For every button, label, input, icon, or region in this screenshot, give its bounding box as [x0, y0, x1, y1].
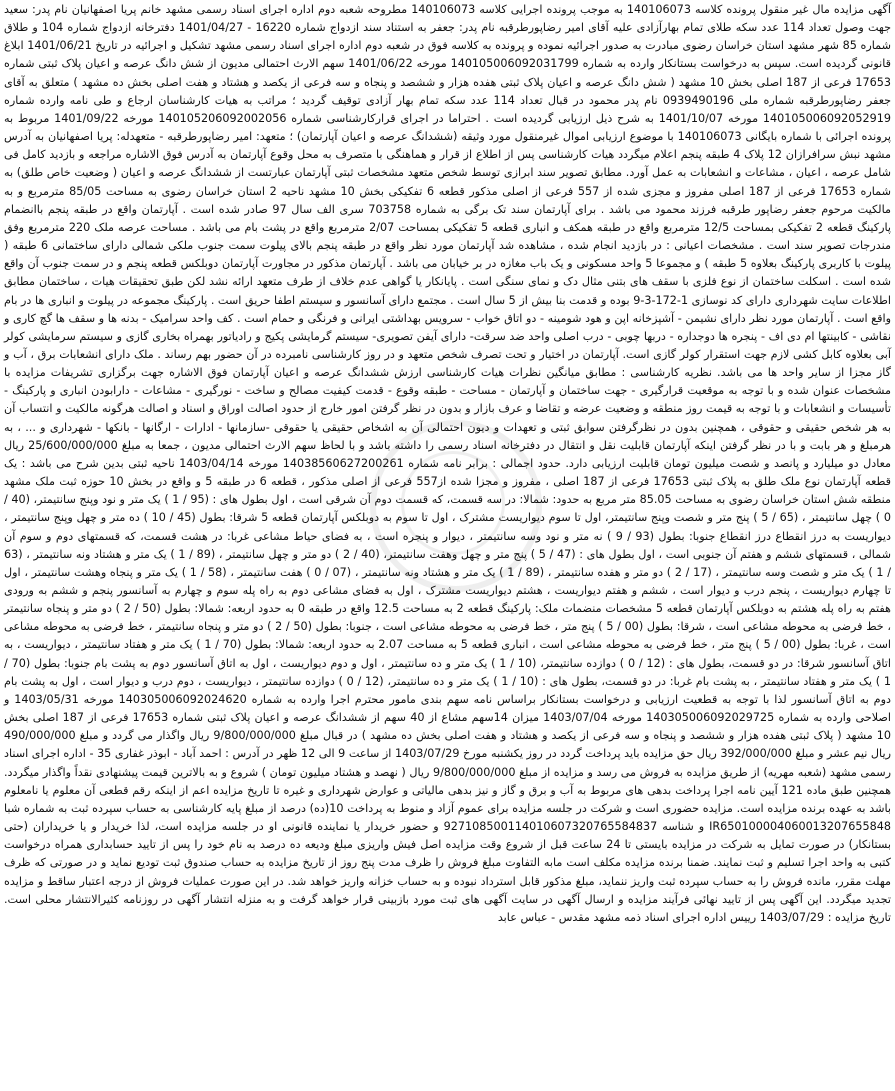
auction-notice-body: آگهی مزایده مال غیر منقول پرونده کلاسه 140106073 به موجب پرونده اجرایی کلاسه 140106073 مطروحه شعبه دوم اداره اجرای اسناد رسمی مشهد خانم پریا اصفهانیان نام پدر: سعید جهت وصول تعداد 114 عدد سکه طلای تمام بهارآزادی علیه آقای امیر رضاپورطرقبه نام پدر: جعفر به استناد سند ازدواج شماره 16220 - 1401/04/27 دفترخانه ازدواج شماره 104 و طلاق شماره 85 شهر مشهد استان خراسان رضوی مبادرت به صدور اجرائیه نموده و پرونده به کلاسه فوق در شعبه دوم اداره اجرای اسناد رسمی مشهد تشکیل و اجرائیه در تاریخ 1401/06/21 ابلاغ قانونی گردیده است. سپس به درخواست بستانکار وارده به شماره 140105006092031799 مورخه 1401/06/22 سهم الارث احتمالی مدیون از شش دانگ عرصه و اعیان پلاک ثبتی شماره 17653 فرعی از 187 اصلی بخش 10 مشهد ( شش دانگ عرصه و اعیان پلاک ثبتی هفده هزار و ششصد و پنجاه و سه فرعی از یکصد و هشتاد و هفت اصلی بخش ده مشهد ) متعلق به آقای جعفر رضاپورطرقبه شماره ملی 0939490196 نام پدر محمود در قبال تعداد 114 عدد سکه تمام بهار آزادی توقیف گردید ؛ مراتب به هیات کارشناسان ارجاع و طی نامه وارده شماره 140105006092052919 مورخه 1401/10/07 به شرح ذیل ارزیابی گردیده است . احتراما در اجرای قرارکارشناسی شماره 140105206092002056 مورخه 1401/09/22 مربوط به پرونده اجرائی با شماره بایگانی 140106073 با موضوع ارزیابی اموال غیرمنقول مورد وثیقه (ششدانگ عرصه و اعیان آپارتمان) ؛ متعهد: امیر رضاپورطرقبه - متعهدله: پریا اصفهانیان به آدرس مشهد نبش سرافرازان 12 پلاک 4 طبقه پنجم اعلام میگردد هیات کارشناسی پس از اطلاع از قرار و هماهنگی با متصرف به محل وقوع آپارتمان به آدرس فوق الاشاره مراجعه و بازدید کامل فی شامل عرصه ، اعیان ، مشاعات و انشعابات به عمل آورد. مطابق تصویر سند ابرازی توسط شخص متعهد مشخصات ثبتی آپارتمان عبارتست از ششدانگ عرصه و اعیان ( وضعیت خاص طلق) به شماره 17653 فرعی از 187 اصلی مفروز و مجزی شده از 557 فرعی از اصلی مذکور قطعه 6 تفکیکی بخش 10 مشهد ناحیه 2 استان خراسان رضوی به مساحت 85/05 مترمربع و به مالکیت مرحوم جعفر رضاپور طرقبه فرزند محمود می باشد . برای آپارتمان سند تک برگی به شماره 703758 سری الف سال 97 صادر شده است . آپارتمان واقع در طبقه پنجم باانضمام پارکینگ قطعه 2 تفکیکی بمساحت 12/5 مترمربع واقع در طبقه همکف و انباری قطعه 5 تفکیکی بمساحت 2/07 مترمربع واقع در پشت بام می باشد . مساحت عرصه ملک 220 مترمربع وفق مندرجات تصویر سند است . مشخصات اعیانی : در بازدید انجام شده ، مشاهده شد آپارتمان مورد نظر واقع در طبقه پنجم بالای پیلوت سمت جنوب ملکی شمالی دارای ساختمانی 6 طبقه ( پیلوت با کاربری پارکینگ بعلاوه 5 طبقه ) و مجموعا 5 واحد مسکونی و یک باب مغازه در بر خیابان می باشد . آپارتمان مذکور در مجاورت آپارتمان دوبلکس قطعه پنجم و در سمت جنوب آن واقع شده است . اسکلت ساختمان از نوع فلزی با سقف های بتنی مثال دک و نمای سنگی است . پایانکار یا گواهی عدم خلاف از طرف متعهد ارائه نشد لکن طبق تحقیقات هیات ، ساختمان مطابق اطلاعات سایت شهرداری دارای کد نوسازی 1-172-3-9 بوده و قدمت بنا بیش از 5 سال است . مجتمع دارای آسانسور و سیستم اطفا حریق است . پارکینگ مجموعه در پیلوت و انباری ها در بام واقع است . آپارتمان مورد نظر دارای نشیمن - آشپزخانه اپن و هود شومینه - دو اتاق خواب - سرویس بهداشتی ایرانی و فرنگی و حمام است . کف واحد سرامیک - بدنه ها و سقف ها گچ کاری و نقاشی - کابینتها ام دی اف - پنجره ها دوجداره - دربها چوبی - درب اصلی واحد ضد سرقت- دارای آیفن تصویری- سیستم گرمایشی پکیج و رادیاتور بهمراه بخاری گازی و سیستم سرمایشی کولر آبی بعلاوه کابل کشی لازم جهت استقرار کولر گازی است. آپارتمان در اختیار و تحت تصرف شخص متعهد و در روز کارشناسی نامبرده در آن حضور بهم رساند . ملک دارای انشعابات برق ، آب و گاز مجزا از سایر واحد ها می باشد. نظریه کارشناسی : مطابق میانگین نظرات هیات کارشناسی ارزش ششدانگ عرصه و اعیان آپارتمان فوق الاشاره جهت برگزاری تشریفات مزایده با مشخصات عنوان شده و با توجه به موقعیت قرارگیری - جهت ساختمان و آپارتمان - مساحت - طبقه وقوع - قدمت کیفیت مصالح و ساخت - نورگیری - مشاعات - دارابودن انباری و پارکینگ - تأسیسات و انشعابات و با توجه به قیمت روز منطقه و وضعیت عرضه و تقاضا و عرف بازار و بدون در نظر گرفتن امور خارج از حدود اصالت اوراق و اسناد و اصالت هرگونه مالکیت و انتساب آن به هر شخص حقیقی و حقوقی ، همچنین بدون در نظرگرفتن سوابق ثبتی و تعهدات و دیون احتمالی آن به اشخاص حقیقی یا حقوقی -سازمانها - ادارات - ارگانها - بانکها - شهرداری و ... ، به هرمبلغ و هر بابت و با در نظر گرفتن اینکه آپارتمان قابلیت نقل و انتقال در دفترخانه اسناد رسمی را داشته باشد و با لحاظ سهم الارث احتمالی مدیون ، جمعا به مبلغ 25/600/000/000 ریال معادل دو میلیارد و پانصد و شصت میلیون تومان قابلیت ارزیابی دارد. حدود اجمالی : برابر نامه شماره 14038560627200261 مورخه 1403/04/14 ناحیه ثبتی بدین شرح می باشد : یک قطعه آپارتمان نوع ملک طلق به پلاک ثبتی 17653 فرعی از 187 اصلی ، مفروز و مجزا شده از557 فرعی از اصلی مذکور ، قطعه 6 در طبقه 5 و واقع در بخش 10 حوزه ثبت ملک مشهد منطقه شش استان خراسان رضوی به مساحت 85.05 متر مربع به حدود: شمالا: در سه قسمت، که قسمت دوم آن شرقی است ، اول بطول های : (95 / 1 ) یک متر و نود وپنج سانتیمتر، (40 / 0 ) چهل سانتیمتر ، (65 / 5 ) پنج متر و شصت وپنج سانتیمتر، اول تا سوم دیواریست مشترک ، اول تا سوم به دوبلکس آپارتمان قطعه 5 شرقا: بطول (45 / 10 ) ده متر و چهل وپنج سانتیمتر ، دیواریست به درز انقطاع درز انقطاع جنوبا: بطول (93 / 9 ) نه متر و نود وسه سانتیمتر ، دیوار و پنجره است ، به فضای حیاط مشاعی غربا: در هشت قسمت، که قسمتهای دوم و سوم آن شمالی ، قسمتهای ششم و هفتم آن جنوبی است ، اول بطول های : (47 / 5 ) پنج متر و چهل وهفت سانتیمتر، (40 / 2 ) دو متر و چهل سانتیمتر ، (89 / 1 ) یک متر و هشتاد ونه سانتیمتر ، (63 / 1 ) یک متر و شصت وسه سانتیمتر ، (17 / 2 ) دو متر و هفده سانتیمتر ، (89 / 1 ) یک متر و هشتاد ونه سانتیمتر ، (07 / 0 ) هفت سانتیمتر ، (58 / 1 ) یک متر و پنجاه وهشت سانتیمتر ، اول تا چهارم دیواریست ، پنجم درب و دیوار است ، ششم و هفتم دیواریست ، هشتم دیواریست مشترک ، اول به فضای مشاعی دوم به راه پله سوم و چهارم به آسانسور پنجم و ششم به ورودی هفتم به راه پله هشتم به دوبلکس آپارتمان قطعه 5 مشخصات منضمات ملک: پارکینگ قطعه 2 به مساحت 12.5 واقع در طبقه 0 به حدود اربعه: شمالا: بطول (50 / 2 ) دو متر و پنجاه سانتیمتر ، خط فرضی به محوطه مشاعی است ، شرقا: بطول (00 / 5 ) پنج متر ، خط فرضی به محوطه مشاعی است ، جنوبا: بطول (50 / 2 ) دو متر و پنجاه سانتیمتر ، خط فرضی به محوطه مشاعی است ، غربا: بطول (00 / 5 ) پنج متر ، خط فرضی به محوطه مشاعی است ، انباری قطعه 5 به مساحت 2.07 به حدود اربعه: شمالا: بطول (70 / 1 ) یک متر و هفتاد سانتیمتر ، دیواریست ، به اتاق آسانسور شرقا: در دو قسمت، بطول های : (12 / 0 ) دوازده سانتیمتر، (10 / 1 ) یک متر و ده سانتیمتر ، اول و دوم دیواریست ، اول به اتاق آسانسور دوم به پشت بام جنوبا: بطول (70 / 1 ) یک متر و هفتاد سانتیمتر ، به پشت بام غربا: در دو قسمت، بطول های : (10 / 1 ) یک متر و ده سانتیمتر، (12 / 0 ) دوازده سانتیمتر ، دیواریست ، دوم درب و دیوار است ، اول به پشت بام دوم به اتاق آسانسور لذا با توجه به قطعیت ارزیابی و درخواست بستانکار براساس نامه سهم بندی مامور محترم اجرا وارده به شماره 140305006092024620 مورخه 1403/05/31 و اصلاحی وارده به شماره 140305006092029725 مورخه 1403/07/04 میزان 14سهم مشاع از 40 سهم از ششدانگ عرصه و اعیان پلاک ثبتی شماره 17653 فرعی از 187 اصلی بخش 10 مشهد ( پلاک ثبتی هفده هزار و ششصد و پنجاه و سه فرعی از یکصد و هشتاد و هفت اصلی بخش ده مشهد ) در قبال مبلغ 9/800/000/000 ریال واگذار می گردد و مبلغ 490/000/000 ریال نیم عشر و مبلغ 392/000/000 ریال حق مزایده باید پرداخت گردد در روز یکشنبه مورخ 1403/07/29 از ساعت 9 الی 12 ظهر در آدرس : احمد آباد - ابوذر غفاری 35 - اداره اجرای اسناد رسمی مشهد (شعبه مهریه) از طریق مزایده به فروش می رسد و مزایده از مبلغ 9/800/000/000 ریال ( نهصد و هشتاد میلیون تومان ) شروع و به بالاترین قیمت پیشنهادی نقداً واگذار میگردد. همچنین طبق ماده 121 آیین نامه اجرا پرداخت بدهی های مربوط به آب و برق و گاز و نیز بدهی مالیاتی و عوارض شهرداری و غیره تا تاریخ مزایده اعم از اینکه رقم قطعی آن معلوم یا نامعلوم باشد به عهده برنده مزایده است. مزایده حضوری است و شرکت در جلسه مزایده برای عموم آزاد و منوط به پرداخت 10(ده) درصد از مبلغ پایه کارشناسی به حساب سپرده ثبت به شماره شبا IR650100004060013207655848 و شناسه 927108500114010607320765584837 و حضور خریدار یا نماینده قانونی او در جلسه مزایده است، لذا خریدار و یا خریداران (حتی بستانکار) در صورت تمایل به شرکت در مزایده بایستی تا 24 ساعت قبل از شروع وقت مزایده اصل فیش واریزی مبلغ ودیعه ده درصد به نام خود را پس از تایید حسابداری همراه درخواست کتبی به واحد اجرا تسلیم و ثبت نمایند. ضمنا برنده مزایده مکلف است مابه التفاوت مبلغ فروش را ظرف مدت پنج روز از تاریخ مزایده به حساب صندوق ثبت تودیع نماید و در صورتی که ظرف مهلت مقرر، مانده فروش را به حساب سپرده ثبت واریز ننماید، مبلغ مذکور قابل استرداد نبوده و به حساب خزانه واریز خواهد شد. در این صورت عملیات فروش از درجه اعتبار ساقط و مزایده تجدید میگردد. این آگهی پس از تایید نهائی فرآیند مزایده و ارسال آگهی در سایت آگهی های ثبت مورد بازبینی قرار خواهد گرفت و به منزله انتشار آگهی در روزنامه کثیرالانتشار محلی است. تاریخ مزایده : 1403/07/29 رییس اداره اجرای اسناد ذمه مشهد مقدس - عباس عابد	[4, 3, 892, 924]
